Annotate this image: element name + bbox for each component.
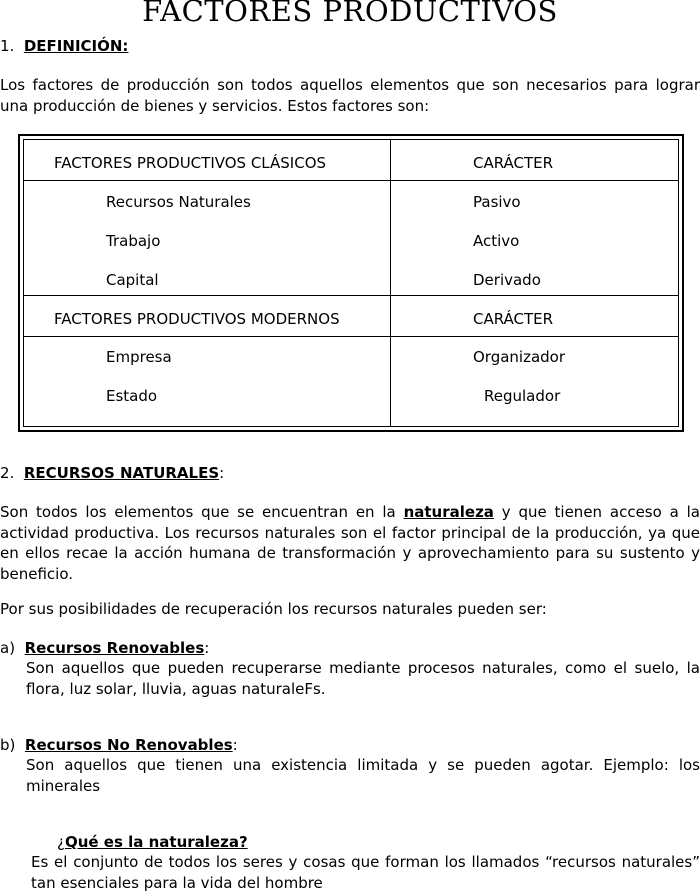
renewable-description: Son aquellos que pueden recuperarse mediante procesos naturales, como el suelo, la flora, luz solar, lluvia, aguas naturaleFs.: [26, 659, 700, 698]
nonrenewable-description: Son aquellos que tienen una existencia limitada y se pueden agotar. Ejemplo: los minerales: [26, 756, 700, 795]
section-1-heading: [0, 36, 128, 56]
section-1-number: 1.: [0, 37, 15, 55]
table-cell-factor: Trabajo: [106, 232, 161, 250]
section-2-colon: :: [219, 464, 225, 482]
paragraph-text: y que tienen acceso a la actividad productiva. Los recursos naturales son el factor principal de la producción, ya que en ellos recae la acción humana de transformación y aprovechamiento para su sustento y beneficio.: [0, 503, 700, 583]
modern-factors-header: FACTORES PRODUCTIVOS MODERNOS: [54, 310, 340, 328]
section-1-title: DEFINICIÓN:: [23, 37, 129, 55]
paragraph-text: Son todos los elementos que se encuentran en la: [0, 503, 404, 521]
table-divider-1: [24, 180, 678, 181]
section-2-number: 2.: [0, 464, 15, 482]
table-cell-caracter: Regulador: [484, 387, 561, 405]
classic-character-header: CARÁCTER: [473, 154, 554, 172]
table-cell-factor: Capital: [106, 271, 159, 289]
renewable-heading: [0, 638, 209, 658]
natural-resources-paragraph: [0, 502, 700, 584]
renewable-title: Recursos Renovables: [24, 639, 205, 657]
definition-paragraph: Los factores de producción son todos aquellos elementos que son necesarios para lograr una producción de bienes y servicios. Estos factores son:: [0, 76, 700, 115]
factors-table-inner: [23, 139, 679, 427]
item-colon: :: [204, 639, 210, 657]
table-cell-caracter: Derivado: [473, 271, 541, 289]
modern-character-header: CARÁCTER: [473, 310, 554, 328]
table-column-divider: [390, 140, 391, 426]
table-cell-caracter: Pasivo: [473, 193, 521, 211]
classic-factors-header: FACTORES PRODUCTIVOS CLÁSICOS: [54, 154, 327, 172]
nonrenewable-title: Recursos No Renovables: [24, 736, 233, 754]
question-text: Qué es la naturaleza?: [64, 833, 248, 851]
question-answer: Es el conjunto de todos los seres y cosas que forman los llamados “recursos naturales” tan esenciales para la vida del hombre: [31, 853, 700, 892]
item-letter: b): [0, 736, 16, 754]
item-colon: :: [232, 736, 238, 754]
table-cell-factor: Recursos Naturales: [106, 193, 251, 211]
nonrenewable-heading: [0, 735, 238, 755]
table-cell-caracter: Organizador: [473, 348, 566, 366]
item-letter: a): [0, 639, 16, 657]
naturaleza-keyword: naturaleza: [403, 503, 494, 521]
factors-table: [18, 134, 684, 432]
section-2-heading: [0, 463, 224, 483]
question-heading: [57, 832, 248, 852]
section-2-title: RECURSOS NATURALES: [23, 464, 220, 482]
question-mark: ¿: [57, 833, 65, 851]
classification-intro: Por sus posibilidades de recuperación los recursos naturales pueden ser:: [0, 600, 547, 618]
page-title: FACTORES PRODUCTIVOS: [142, 0, 558, 28]
table-cell-factor: Estado: [106, 387, 158, 405]
table-cell-factor: Empresa: [106, 348, 172, 366]
table-divider-3: [24, 336, 678, 337]
table-cell-caracter: Activo: [473, 232, 520, 250]
table-divider-2: [24, 295, 678, 296]
